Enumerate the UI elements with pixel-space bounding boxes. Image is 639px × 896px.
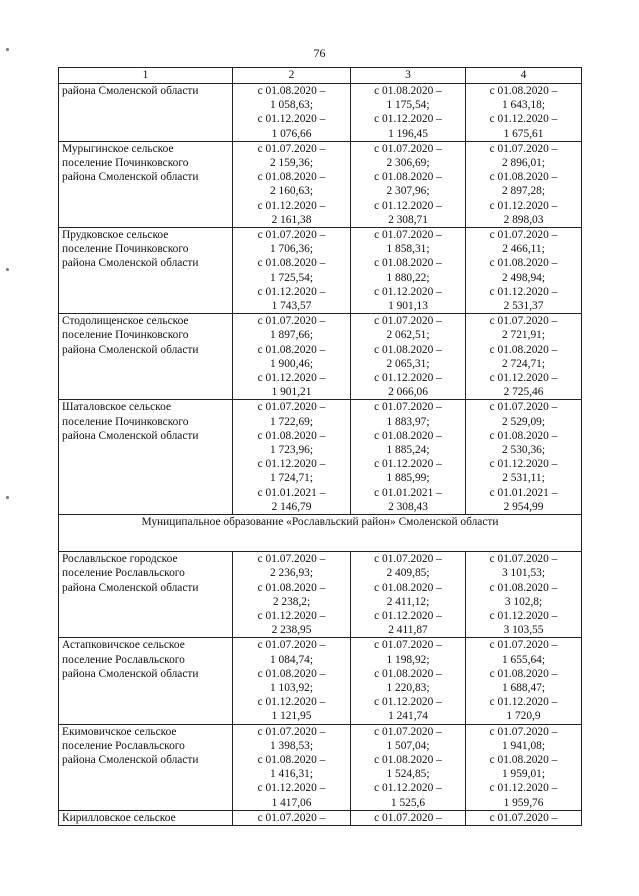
settlement-name-line: Мурыгинское сельское [62, 142, 174, 155]
tariff-line: 1 959,01; [501, 768, 546, 781]
section-title: Муниципальное образование «Рославльский район» Смоленской области [59, 515, 582, 552]
tariff-line: 2 721,91; [501, 329, 546, 342]
tariff-line: 2 308,43 [388, 500, 428, 513]
header-col-2: 2 [233, 68, 351, 84]
settlement-name-line: поселение Починковского [62, 415, 189, 428]
tariff-line: 2 066,06 [388, 386, 428, 399]
tariff-line: 1 196,45 [388, 127, 428, 140]
tariff-cell-col-3 [351, 724, 466, 810]
settlement-name-line: района Смоленской области [62, 581, 199, 594]
tariff-cell-col-3 [351, 84, 466, 142]
tariff-cell-col-4 [466, 84, 582, 142]
tariff-line: с 01.12.2020 – [489, 199, 558, 212]
tariff-line: с 01.07.2020 – [257, 553, 326, 566]
tariff-line: с 01.12.2020 – [489, 782, 558, 795]
tariff-line: 1 883,97; [386, 415, 430, 428]
tariff-line: с 01.12.2020 – [489, 696, 558, 709]
tariff-cell-col-4 [466, 141, 582, 227]
table-row [59, 314, 582, 400]
tariff-line: 1 897,66; [269, 329, 314, 342]
tariff-line: с 01.08.2020 – [257, 753, 326, 766]
tariff-line: с 01.08.2020 – [257, 343, 326, 356]
tariff-line: с 01.08.2020 – [489, 667, 558, 680]
tariff-line: с 01.07.2020 – [374, 401, 442, 414]
tariff-line: 2 954,99 [503, 500, 544, 513]
tariff-line: 1 198,92; [386, 653, 430, 666]
tariff-line: с 01.12.2020 – [374, 458, 442, 471]
tariff-cell-col-2 [233, 228, 351, 314]
tariff-line: с 01.12.2020 – [374, 199, 442, 212]
tariff-cell-col-2 [233, 552, 351, 638]
settlement-name-line: Рославльское городское [62, 553, 178, 566]
tariff-line: 1 720,9 [506, 710, 541, 723]
settlement-name-line: Астапковичское сельское [62, 639, 185, 652]
tariff-line: 2 529,09; [501, 415, 546, 428]
tariff-line: 1 076,66 [271, 127, 312, 140]
tariff-line: с 01.07.2020 – [257, 725, 326, 738]
tariff-line: с 01.08.2020 – [489, 581, 558, 594]
tariff-line: 1 941,08; [501, 739, 546, 752]
tariff-line: 2 531,11; [502, 472, 545, 485]
tariff-line: с 01.08.2020 – [374, 753, 442, 766]
settlement-name-cell [59, 400, 233, 515]
tariff-cell-col-2 [233, 724, 351, 810]
tariff-line: 2 411,12; [386, 595, 430, 608]
tariff-line: 2 897,28; [501, 185, 546, 198]
tariff-table [58, 67, 582, 826]
tariff-line: 1 959,76 [503, 796, 544, 809]
tariff-line: с 01.07.2020 – [257, 401, 326, 414]
tariff-line: с 01.08.2020 – [374, 667, 442, 680]
tariff-line: 2 306,69; [386, 157, 430, 170]
table-row [59, 638, 582, 724]
tariff-line: 2 898,03 [503, 213, 544, 226]
tariff-line: 2 065,31; [386, 357, 430, 370]
tariff-line: с 01.01.2021 – [489, 486, 558, 499]
table-header-row [59, 68, 582, 84]
tariff-line: с 01.12.2020 – [374, 609, 442, 622]
settlement-name-line: Прудковское сельское [62, 229, 169, 242]
settlement-name-cell [59, 810, 233, 825]
tariff-line: с 01.12.2020 – [257, 199, 326, 212]
tariff-cell-col-4 [466, 228, 582, 314]
settlement-name-cell [59, 724, 233, 810]
tariff-line: с 01.08.2020 – [374, 581, 442, 594]
tariff-line: с 01.12.2020 – [374, 372, 442, 385]
table-row [59, 552, 582, 638]
tariff-line: с 01.12.2020 – [257, 458, 326, 471]
tariff-cell-col-3 [351, 810, 466, 825]
settlement-name-line: района Смоленской области [62, 429, 199, 442]
tariff-line: с 01.07.2020 – [374, 639, 442, 652]
tariff-line: с 01.12.2020 – [374, 782, 442, 795]
tariff-cell-col-4 [466, 724, 582, 810]
tariff-line: 1 723,96; [269, 444, 314, 457]
tariff-cell-col-3 [351, 552, 466, 638]
tariff-line: 2 238,95 [271, 624, 312, 637]
tariff-line: с 01.12.2020 – [374, 285, 442, 298]
section-header [59, 515, 582, 552]
tariff-line: с 01.12.2020 – [374, 113, 442, 126]
tariff-line: с 01.08.2020 – [489, 85, 558, 97]
tariff-line: с 01.12.2020 – [257, 113, 326, 126]
tariff-line: 2 161,38 [271, 213, 312, 226]
page-number: 76 [313, 46, 326, 60]
tariff-cell-col-3 [351, 638, 466, 724]
settlement-name-line: поселение Рославльского [62, 567, 185, 580]
tariff-line: с 01.08.2020 – [257, 581, 326, 594]
settlement-name-line: района Смоленской области [62, 171, 199, 184]
tariff-line: с 01.08.2020 – [489, 753, 558, 766]
tariff-cell-col-4 [466, 638, 582, 724]
tariff-line: 1 103,92; [269, 681, 314, 694]
table-body-top [59, 84, 582, 515]
settlement-name-line: района Смоленской области [62, 257, 199, 270]
tariff-line: с 01.07.2020 – [374, 553, 442, 566]
table-row [59, 400, 582, 515]
tariff-line: 1 398,53; [269, 739, 314, 752]
tariff-line: с 01.12.2020 – [489, 458, 558, 471]
tariff-line: 2 307,96; [386, 185, 430, 198]
tariff-line: с 01.07.2020 – [489, 725, 558, 738]
tariff-line: с 01.08.2020 – [257, 171, 326, 184]
tariff-line: 1 417,06 [271, 796, 312, 809]
tariff-line: 1 675,61 [503, 127, 544, 140]
section-row [59, 515, 582, 552]
tariff-line: с 01.08.2020 – [374, 85, 442, 97]
tariff-cell-col-3 [351, 400, 466, 515]
tariff-line: с 01.12.2020 – [257, 782, 326, 795]
tariff-cell-col-4 [466, 314, 582, 400]
table-row [59, 84, 582, 142]
tariff-cell-col-2 [233, 314, 351, 400]
tariff-line: с 01.07.2020 – [374, 811, 442, 824]
settlement-name-line: района Смоленской области [62, 343, 199, 356]
settlement-name-line: района Смоленской области [62, 85, 199, 97]
tariff-line: 2 146,79 [271, 500, 312, 513]
tariff-cell-col-3 [351, 314, 466, 400]
tariff-line: 1 655,64; [501, 653, 546, 666]
tariff-line: 1 688,47; [501, 681, 546, 694]
tariff-line: с 01.08.2020 – [374, 343, 442, 356]
tariff-line: с 01.07.2020 – [257, 142, 326, 155]
tariff-line: 1 525,6 [390, 796, 426, 809]
scan-dot-mark [6, 268, 9, 271]
tariff-line: 2 409,85; [386, 567, 430, 580]
tariff-line: с 01.12.2020 – [489, 113, 558, 126]
tariff-line: с 01.07.2020 – [374, 315, 442, 328]
tariff-line: с 01.08.2020 – [257, 667, 326, 680]
table-row [59, 228, 582, 314]
tariff-cell-col-2 [233, 141, 351, 227]
tariff-line: 2 238,2; [272, 595, 311, 608]
tariff-line: 1 084,74; [269, 653, 314, 666]
tariff-line: 1 706,36; [269, 243, 314, 256]
tariff-line: с 01.08.2020 – [257, 429, 326, 442]
tariff-line: 3 101,53; [501, 567, 546, 580]
settlement-name-cell [59, 84, 233, 142]
tariff-line: с 01.08.2020 – [374, 429, 442, 442]
settlement-name-line: Шаталовское сельское [62, 401, 171, 414]
header-col-4: 4 [466, 68, 582, 84]
table-row [59, 724, 582, 810]
tariff-line: 1 725,54; [269, 271, 314, 284]
settlement-name-cell [59, 141, 233, 227]
settlement-name-cell [59, 314, 233, 400]
tariff-line: с 01.12.2020 – [489, 609, 558, 622]
tariff-line: 2 530,36; [501, 444, 546, 457]
table-body-bottom [59, 552, 582, 826]
tariff-line: 1 901,13 [388, 300, 428, 313]
tariff-line: с 01.07.2020 – [489, 401, 558, 414]
tariff-line: с 01.12.2020 – [257, 372, 326, 385]
settlement-name-line: района Смоленской области [62, 667, 199, 680]
tariff-line: с 01.07.2020 – [374, 725, 442, 738]
table-row [59, 141, 582, 227]
tariff-line: 1 885,24; [386, 444, 430, 457]
tariff-line: 1 507,04; [386, 739, 430, 752]
tariff-line: 1 722,69; [269, 415, 314, 428]
scan-dot-mark [6, 496, 9, 499]
tariff-line: с 01.08.2020 – [374, 171, 442, 184]
settlement-name-line: поселение Рославльского [62, 739, 185, 752]
tariff-line: с 01.12.2020 – [257, 285, 326, 298]
tariff-line: 1 880,22; [386, 271, 430, 284]
tariff-line: с 01.07.2020 – [257, 639, 326, 652]
tariff-line: с 01.12.2020 – [489, 285, 558, 298]
tariff-line: с 01.07.2020 – [374, 142, 442, 155]
tariff-line: с 01.08.2020 – [374, 257, 442, 270]
header-col-1: 1 [59, 68, 233, 84]
tariff-line: с 01.08.2020 – [489, 257, 558, 270]
tariff-line: с 01.07.2020 – [489, 315, 558, 328]
tariff-cell-col-4 [466, 552, 582, 638]
tariff-line: с 01.07.2020 – [374, 229, 442, 242]
tariff-line: с 01.07.2020 – [257, 315, 326, 328]
tariff-cell-col-2 [233, 400, 351, 515]
tariff-line: 2 160,63; [269, 185, 314, 198]
settlement-name-line: Кирилловское сельское [62, 811, 176, 824]
tariff-cell-col-2 [233, 84, 351, 142]
tariff-line: 1 241,74 [388, 710, 428, 723]
tariff-line: с 01.08.2020 – [257, 85, 326, 97]
settlement-name-line: Екимовичское сельское [62, 725, 177, 738]
tariff-line: с 01.12.2020 – [489, 372, 558, 385]
tariff-line: с 01.07.2020 – [257, 811, 326, 824]
tariff-line: 1 524,85; [386, 768, 430, 781]
tariff-cell-col-2 [233, 638, 351, 724]
tariff-line: 2 411,87 [388, 624, 428, 637]
tariff-line: с 01.12.2020 – [374, 696, 442, 709]
tariff-line: с 01.07.2020 – [489, 811, 558, 824]
tariff-line: 2 308,71 [388, 213, 428, 226]
tariff-line: 1 901,21 [271, 386, 312, 399]
tariff-line: 2 896,01; [501, 157, 546, 170]
scan-dot-mark [6, 48, 9, 51]
tariff-line: 1 220,83; [386, 681, 430, 694]
tariff-line: с 01.08.2020 – [257, 257, 326, 270]
tariff-line: с 01.08.2020 – [489, 171, 558, 184]
tariff-line: 2 498,94; [501, 271, 546, 284]
tariff-line: 1 121,95 [271, 710, 312, 723]
settlement-name-line: поселение Починковского [62, 329, 189, 342]
tariff-line: 1 058,63; [269, 99, 314, 112]
settlement-name-line: поселение Рославльского [62, 653, 185, 666]
tariff-line: 1 743,57 [271, 300, 312, 313]
settlement-name-line: поселение Починковского [62, 157, 189, 170]
tariff-line: 2 725,46 [503, 386, 544, 399]
settlement-name-line: района Смоленской области [62, 753, 199, 766]
settlement-name-line: Стодолищенское сельское [62, 315, 189, 328]
tariff-line: с 01.07.2020 – [489, 553, 558, 566]
tariff-line: 2 062,51; [386, 329, 430, 342]
tariff-line: с 01.07.2020 – [489, 639, 558, 652]
tariff-line: с 01.01.2021 – [374, 486, 442, 499]
settlement-name-cell [59, 228, 233, 314]
tariff-line: 1 175,54; [386, 99, 430, 112]
header-col-3: 3 [351, 68, 466, 84]
tariff-line: с 01.07.2020 – [489, 142, 558, 155]
tariff-line: 2 236,93; [269, 567, 314, 580]
tariff-line: 1 900,46; [269, 357, 314, 370]
settlement-name-cell [59, 638, 233, 724]
tariff-cell-col-3 [351, 228, 466, 314]
tariff-line: 2 724,71; [501, 357, 546, 370]
tariff-line: 3 102,8; [504, 595, 543, 608]
tariff-line: с 01.08.2020 – [489, 343, 558, 356]
tariff-line: 2 531,37 [503, 300, 544, 313]
tariff-line: с 01.07.2020 – [489, 229, 558, 242]
tariff-line: с 01.12.2020 – [257, 609, 326, 622]
tariff-line: 2 466,11; [502, 243, 545, 256]
tariff-line: с 01.07.2020 – [257, 229, 326, 242]
settlement-name-cell [59, 552, 233, 638]
tariff-line: с 01.08.2020 – [489, 429, 558, 442]
table-row [59, 810, 582, 825]
tariff-cell-col-4 [466, 400, 582, 515]
tariff-line: 2 159,36; [269, 157, 314, 170]
tariff-line: 1 643,18; [501, 99, 546, 112]
tariff-cell-col-2 [233, 810, 351, 825]
settlement-name-line: поселение Починковского [62, 243, 189, 256]
tariff-line: 1 724,71; [269, 472, 314, 485]
tariff-cell-col-3 [351, 141, 466, 227]
tariff-cell-col-4 [466, 810, 582, 825]
tariff-line: 1 858,31; [386, 243, 430, 256]
tariff-line: с 01.12.2020 – [257, 696, 326, 709]
tariff-line: 3 103,55 [503, 624, 544, 637]
tariff-line: с 01.01.2021 – [257, 486, 326, 499]
tariff-line: 1 885,99; [386, 472, 430, 485]
tariff-line: 1 416,31; [269, 768, 314, 781]
